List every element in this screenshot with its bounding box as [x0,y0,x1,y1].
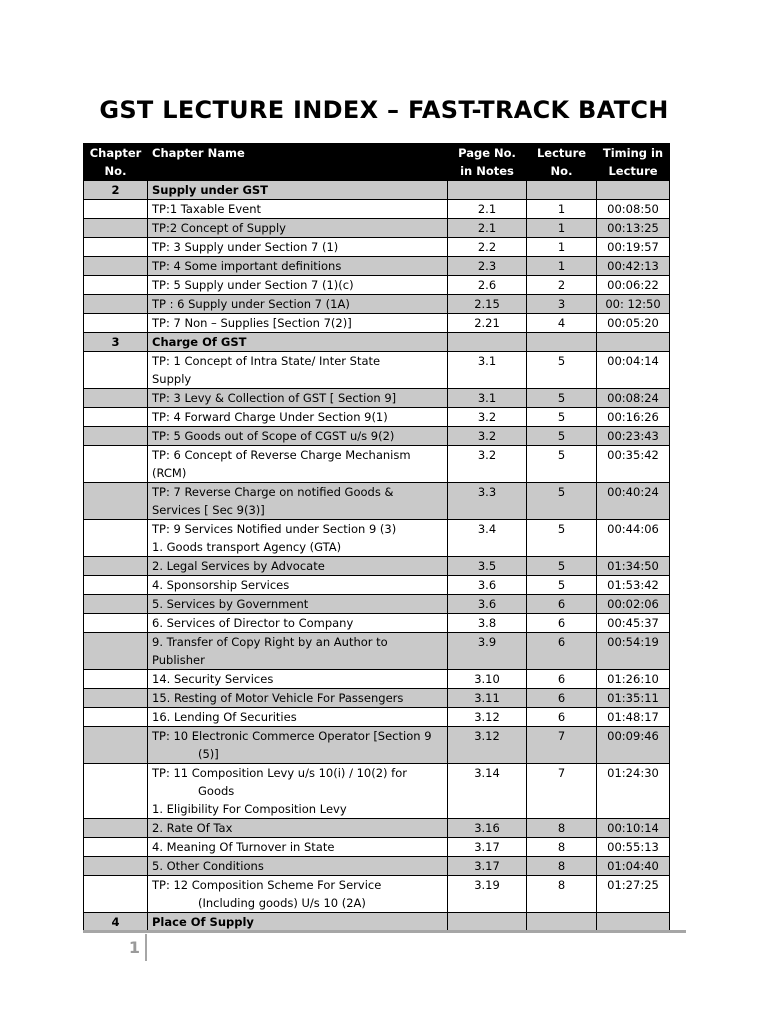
cell-lecture-no: 5 [527,352,597,389]
cell-timing: 00:40:24 [597,483,670,520]
cell-timing [597,333,670,352]
cell-page-no [448,333,527,352]
cell-timing: 00:02:06 [597,595,670,614]
cell-chapter-no [84,446,148,483]
cell-chapter-name [148,389,448,408]
chapter-name-line: 4. Sponsorship Services [152,578,290,592]
chapter-name-line: Publisher [152,653,205,667]
cell-timing: 00:04:14 [597,352,670,389]
cell-lecture-no [527,181,597,200]
cell-page-no: 3.6 [448,576,527,595]
chapter-name-line: (Including goods) U/s 10 (2A) [198,896,366,910]
chapter-name-line: 5. Services by Government [152,597,309,611]
cell-chapter-no [84,483,148,520]
cell-chapter-name [148,913,448,932]
cell-timing [597,181,670,200]
cell-chapter-no [84,595,148,614]
cell-lecture-no [527,333,597,352]
chapter-name-line: Supply [152,372,192,386]
table-row [84,257,670,276]
table-body [84,181,670,932]
document-title: GST LECTURE INDEX – FAST-TRACK BATCH [99,96,669,124]
table-row [84,614,670,633]
cell-chapter-no [84,352,148,389]
table-row [84,219,670,238]
header-chapter-no: Chapter No. [84,144,148,181]
cell-chapter-no [84,689,148,708]
cell-chapter-name [148,219,448,238]
cell-page-no: 3.17 [448,838,527,857]
cell-timing: 01:04:40 [597,857,670,876]
cell-page-no: 3.6 [448,595,527,614]
cell-lecture-no: 4 [527,314,597,333]
cell-lecture-no: 1 [527,257,597,276]
cell-chapter-no [84,238,148,257]
cell-chapter-name [148,200,448,219]
cell-chapter-name [148,670,448,689]
cell-chapter-name [148,689,448,708]
cell-lecture-no [527,913,597,932]
cell-timing: 00:09:46 [597,727,670,764]
cell-page-no: 3.2 [448,446,527,483]
table-row [84,708,670,727]
chapter-name-line: TP: 4 Forward Charge Under Section 9(1) [152,410,388,424]
cell-lecture-no: 6 [527,670,597,689]
cell-page-no: 3.19 [448,876,527,913]
cell-timing: 00:08:24 [597,389,670,408]
chapter-name-line: 9. Transfer of Copy Right by an Author to [152,635,388,649]
cell-lecture-no: 3 [527,295,597,314]
chapter-name-line: TP: 12 Composition Scheme For Service [152,878,382,892]
cell-lecture-no: 1 [527,238,597,257]
chapter-name-line: 2. Rate Of Tax [152,821,233,835]
table-row [84,876,670,913]
chapter-name-line: 1. Goods transport Agency (GTA) [152,540,342,554]
lecture-index-table [83,143,670,932]
chapter-name-line: TP: 10 Electronic Commerce Operator [Section 9 [152,729,432,743]
cell-page-no: 2.21 [448,314,527,333]
cell-timing: 00:35:42 [597,446,670,483]
table-row [84,276,670,295]
table-row [84,633,670,670]
chapter-name-line: 6. Services of Director to Company [152,616,354,630]
cell-chapter-name [148,238,448,257]
table-row [84,857,670,876]
cell-chapter-name [148,257,448,276]
cell-chapter-no [84,520,148,557]
cell-chapter-name [148,483,448,520]
chapter-name-line: (5)] [198,747,219,761]
table-row [84,838,670,857]
cell-chapter-no [84,838,148,857]
cell-lecture-no: 7 [527,727,597,764]
cell-chapter-no: 4 [84,913,148,932]
cell-chapter-name [148,427,448,446]
table-row [84,238,670,257]
cell-page-no: 2.6 [448,276,527,295]
cell-page-no: 2.3 [448,257,527,276]
cell-chapter-no [84,764,148,819]
cell-page-no: 3.16 [448,819,527,838]
cell-chapter-no: 2 [84,181,148,200]
cell-chapter-name [148,633,448,670]
chapter-name-line: TP: 5 Supply under Section 7 (1)(c) [152,278,354,292]
chapter-name-line: 2. Legal Services by Advocate [152,559,325,573]
table-row [84,352,670,389]
cell-lecture-no: 5 [527,557,597,576]
cell-lecture-no: 6 [527,595,597,614]
cell-chapter-name [148,276,448,295]
chapter-name-line: TP: 7 Reverse Charge on notified Goods & [152,485,394,499]
cell-timing: 00:19:57 [597,238,670,257]
cell-lecture-no: 6 [527,689,597,708]
cell-chapter-no [84,876,148,913]
cell-chapter-name [148,576,448,595]
chapter-name-line: (RCM) [152,466,187,480]
cell-chapter-no [84,427,148,446]
cell-chapter-name [148,727,448,764]
table-row [84,520,670,557]
cell-chapter-name [148,314,448,333]
cell-timing: 00:16:26 [597,408,670,427]
cell-chapter-no [84,219,148,238]
chapter-name-line: 14. Security Services [152,672,274,686]
cell-chapter-no [84,576,148,595]
cell-chapter-name [148,876,448,913]
table-row [84,427,670,446]
chapter-name-line: TP: 6 Concept of Reverse Charge Mechanism [152,448,411,462]
chapter-name-line: TP:2 Concept of Supply [152,221,286,235]
cell-chapter-name [148,838,448,857]
chapter-name-line: TP: 3 Levy & Collection of GST [ Section 9] [152,391,397,405]
cell-timing: 00:05:20 [597,314,670,333]
chapter-name-line: 4. Meaning Of Turnover in State [152,840,335,854]
chapter-name-line: TP: 9 Services Notified under Section 9 (3) [152,522,397,536]
chapter-row [84,333,670,352]
cell-chapter-name [148,181,448,200]
page-number: 1 [128,938,140,957]
chapter-name-line: TP: 4 Some important definitions [152,259,342,273]
cell-chapter-no [84,389,148,408]
cell-lecture-no: 5 [527,576,597,595]
table-row [84,446,670,483]
cell-chapter-no [84,314,148,333]
cell-chapter-no [84,819,148,838]
chapter-name-line: Supply under GST [152,183,269,197]
chapter-name-line: TP:1 Taxable Event [152,202,261,216]
cell-chapter-no: 3 [84,333,148,352]
cell-lecture-no: 8 [527,876,597,913]
cell-lecture-no: 6 [527,708,597,727]
cell-page-no: 3.4 [448,520,527,557]
cell-timing: 00:42:13 [597,257,670,276]
chapter-name-line: TP: 3 Supply under Section 7 (1) [152,240,339,254]
table-row [84,670,670,689]
cell-lecture-no: 8 [527,857,597,876]
cell-page-no: 3.5 [448,557,527,576]
table-header-row [84,144,670,181]
cell-chapter-no [84,257,148,276]
cell-timing: 01:53:42 [597,576,670,595]
cell-timing: 01:26:10 [597,670,670,689]
table-row [84,314,670,333]
cell-page-no: 3.10 [448,670,527,689]
cell-page-no: 2.1 [448,200,527,219]
cell-lecture-no: 6 [527,633,597,670]
cell-lecture-no: 5 [527,520,597,557]
cell-lecture-no: 8 [527,819,597,838]
chapter-name-line: 16. Lending Of Securities [152,710,297,724]
chapter-name-line: TP: 5 Goods out of Scope of CGST u/s 9(2) [152,429,395,443]
cell-chapter-name [148,295,448,314]
header-timing: Timing in Lecture [597,144,670,181]
cell-chapter-name [148,408,448,427]
cell-lecture-no: 8 [527,838,597,857]
cell-timing: 01:24:30 [597,764,670,819]
cell-chapter-name [148,595,448,614]
cell-chapter-name [148,708,448,727]
cell-timing: 00:13:25 [597,219,670,238]
page-number-separator [145,934,147,961]
table-row [84,764,670,819]
cell-lecture-no: 7 [527,764,597,819]
cell-chapter-no [84,727,148,764]
table-row [84,576,670,595]
cell-timing: 00:06:22 [597,276,670,295]
chapter-row [84,181,670,200]
cell-chapter-name [148,764,448,819]
cell-page-no: 3.3 [448,483,527,520]
table-row [84,689,670,708]
chapter-name-line: TP: 7 Non – Supplies [Section 7(2)] [152,316,352,330]
cell-timing: 00:08:50 [597,200,670,219]
cell-lecture-no: 2 [527,276,597,295]
cell-chapter-no [84,857,148,876]
cell-lecture-no: 1 [527,219,597,238]
cell-chapter-no [84,200,148,219]
table-row [84,389,670,408]
cell-page-no: 2.2 [448,238,527,257]
cell-page-no: 3.17 [448,857,527,876]
cell-lecture-no: 5 [527,483,597,520]
chapter-name-line: TP: 11 Composition Levy u/s 10(i) / 10(2) for [152,766,407,780]
cell-page-no: 3.9 [448,633,527,670]
cell-page-no: 2.1 [448,219,527,238]
cell-timing: 00:10:14 [597,819,670,838]
cell-timing [597,913,670,932]
cell-timing: 00:45:37 [597,614,670,633]
chapter-name-line: 5. Other Conditions [152,859,264,873]
cell-chapter-no [84,614,148,633]
table-row [84,483,670,520]
chapter-name-line: 15. Resting of Motor Vehicle For Passengers [152,691,404,705]
cell-lecture-no: 5 [527,427,597,446]
table-row [84,295,670,314]
cell-page-no: 3.14 [448,764,527,819]
cell-timing: 00:23:43 [597,427,670,446]
cell-chapter-name [148,614,448,633]
cell-timing: 01:35:11 [597,689,670,708]
footer-rule [83,930,686,933]
chapter-name-line: TP: 1 Concept of Intra State/ Inter State [152,354,381,368]
table-row [84,200,670,219]
chapter-name-line: Place Of Supply [152,915,254,929]
cell-lecture-no: 5 [527,408,597,427]
cell-chapter-name [148,819,448,838]
cell-timing: 00:54:19 [597,633,670,670]
cell-timing: 01:27:25 [597,876,670,913]
cell-page-no [448,181,527,200]
cell-page-no: 3.12 [448,708,527,727]
cell-page-no: 2.15 [448,295,527,314]
cell-timing: 00:55:13 [597,838,670,857]
cell-chapter-no [84,295,148,314]
cell-lecture-no: 6 [527,614,597,633]
cell-timing: 00:44:06 [597,520,670,557]
cell-chapter-no [84,670,148,689]
cell-chapter-no [84,708,148,727]
header-lecture-no: Lecture No. [527,144,597,181]
cell-lecture-no: 5 [527,389,597,408]
chapter-name-line: Services [ Sec 9(3)] [152,503,265,517]
header-chapter-name: Chapter Name [148,144,448,181]
chapter-row [84,913,670,932]
cell-page-no: 3.8 [448,614,527,633]
chapter-name-line: Charge Of GST [152,335,247,349]
cell-chapter-no [84,633,148,670]
chapter-name-line: Goods [198,784,235,798]
cell-chapter-no [84,276,148,295]
cell-timing: 00: 12:50 [597,295,670,314]
table-row [84,819,670,838]
cell-chapter-name [148,857,448,876]
table-row [84,727,670,764]
header-page-no: Page No. in Notes [448,144,527,181]
cell-page-no: 3.11 [448,689,527,708]
cell-page-no: 3.2 [448,427,527,446]
cell-page-no: 3.1 [448,389,527,408]
cell-chapter-name [148,520,448,557]
cell-page-no: 3.12 [448,727,527,764]
cell-timing: 01:34:50 [597,557,670,576]
chapter-name-line: 1. Eligibility For Composition Levy [152,802,347,816]
cell-timing: 01:48:17 [597,708,670,727]
cell-page-no: 3.1 [448,352,527,389]
cell-lecture-no: 1 [527,200,597,219]
cell-chapter-name [148,333,448,352]
cell-chapter-name [148,446,448,483]
table-row [84,557,670,576]
cell-page-no [448,913,527,932]
cell-chapter-no [84,408,148,427]
cell-chapter-name [148,352,448,389]
cell-chapter-no [84,557,148,576]
chapter-name-line: TP : 6 Supply under Section 7 (1A) [152,297,350,311]
cell-chapter-name [148,557,448,576]
cell-page-no: 3.2 [448,408,527,427]
table-row [84,408,670,427]
table-row [84,595,670,614]
cell-lecture-no: 5 [527,446,597,483]
